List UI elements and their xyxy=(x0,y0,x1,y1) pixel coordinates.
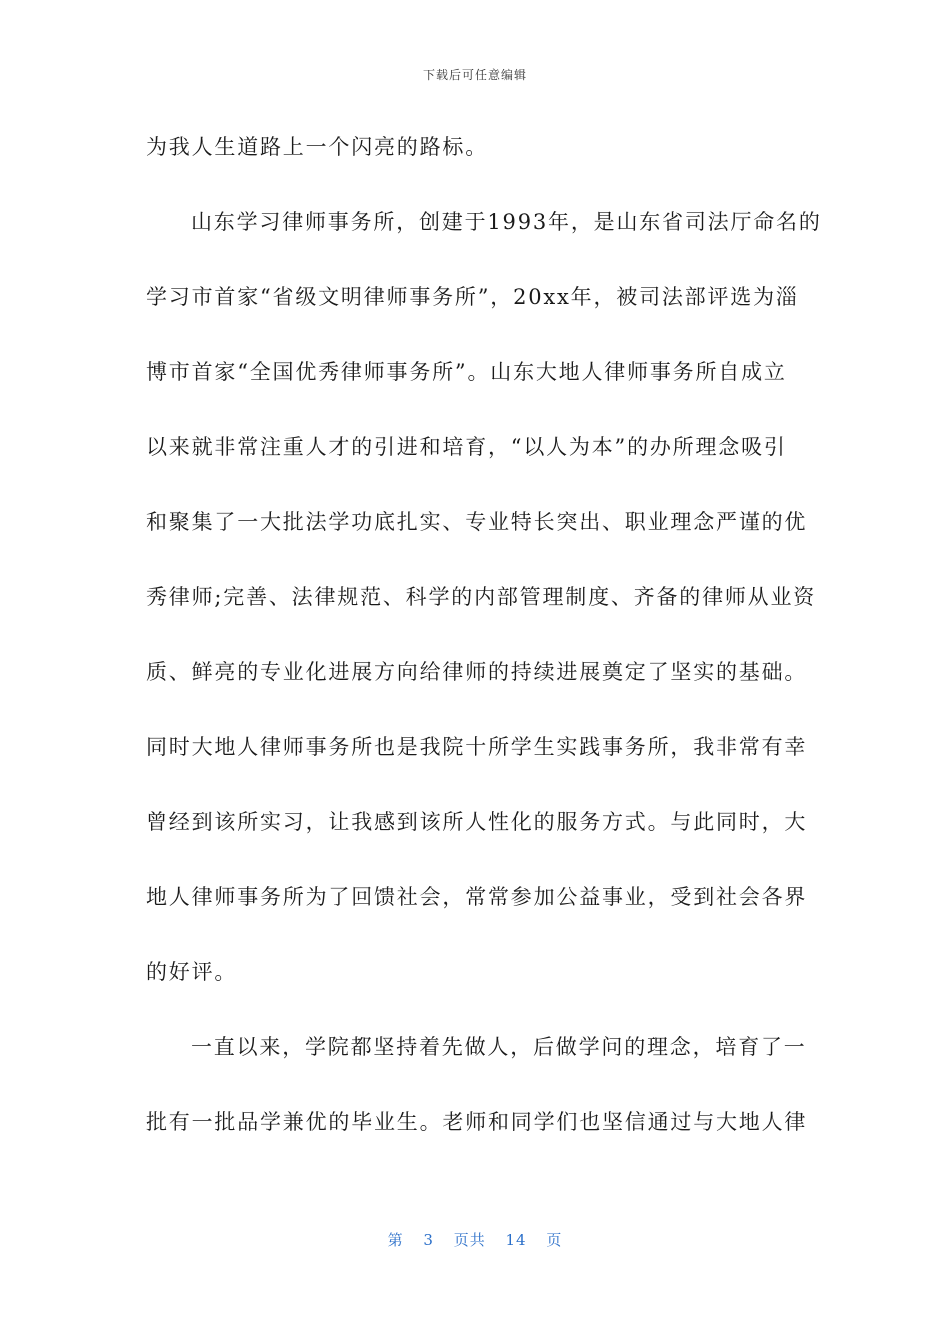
text-line: 以来就非常注重人才的引进和培育，“以人为本”的办所理念吸引 xyxy=(146,435,787,459)
text-line: 的好评。 xyxy=(146,960,238,984)
text-line: 博市首家“全国优秀律师事务所”。山东大地人律师事务所自成立 xyxy=(146,360,787,384)
text-line: 质、鲜亮的专业化进展方向给律师的持续进展奠定了坚实的基础。 xyxy=(146,660,808,684)
text-line: 曾经到该所实习，让我感到该所人性化的服务方式。与此同时，大 xyxy=(146,810,808,834)
page-header: 下载后可任意编辑 xyxy=(422,68,527,82)
text-line: 秀律师;完善、法律规范、科学的内部管理制度、齐备的律师从业资 xyxy=(146,585,817,609)
text-line: 批有一批品学兼优的毕业生。老师和同学们也坚信通过与大地人律 xyxy=(146,1110,808,1134)
text-line: 和聚集了一大批法学功底扎实、专业特长突出、职业理念严谨的优 xyxy=(146,510,808,534)
text-line: 为我人生道路上一个闪亮的路标。 xyxy=(146,135,488,159)
paragraph-first-line: 一直以来，学院都坚持着先做人，后做学问的理念，培育了一 xyxy=(191,1035,807,1059)
page-number-footer: 第 3 页共 14 页 xyxy=(387,1231,563,1249)
text-line: 地人律师事务所为了回馈社会，常常参加公益事业，受到社会各界 xyxy=(146,885,808,909)
text-line: 学习市首家“省级文明律师事务所”，20xx年，被司法部评选为淄 xyxy=(146,285,799,309)
document-body xyxy=(146,118,822,1168)
text-line: 同时大地人律师事务所也是我院十所学生实践事务所，我非常有幸 xyxy=(146,735,808,759)
paragraph-first-line: 山东学习律师事务所，创建于1993年，是山东省司法厅命名的 xyxy=(191,210,822,234)
